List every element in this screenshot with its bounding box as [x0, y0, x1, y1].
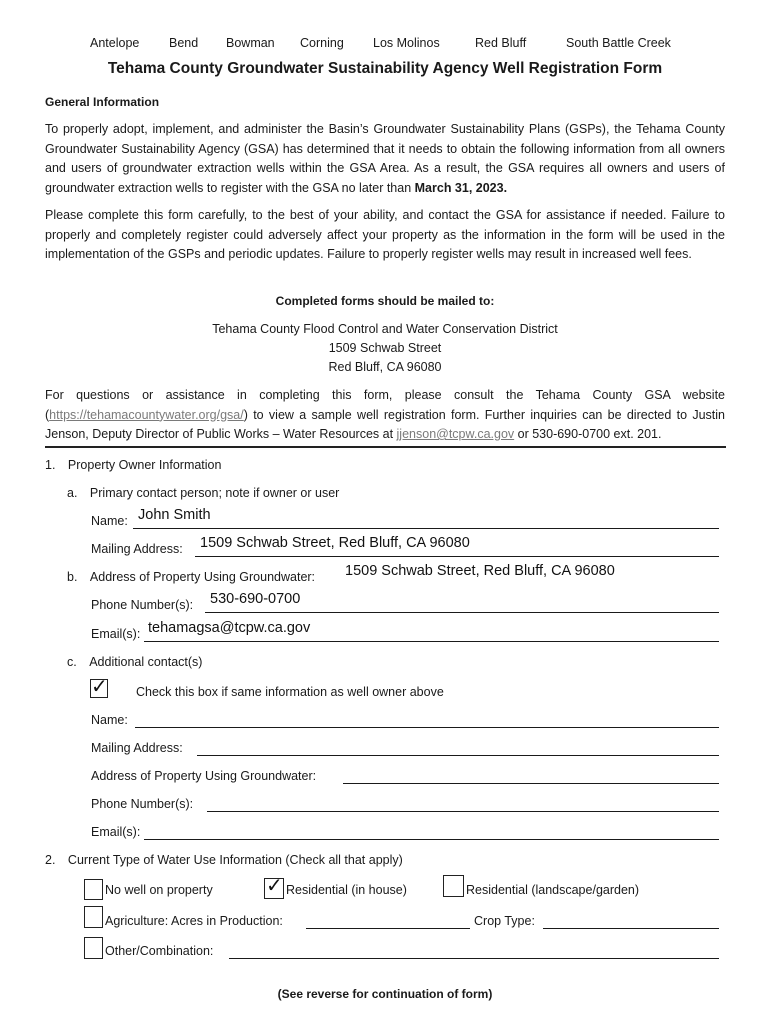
- additional-name-label: Name:: [91, 713, 128, 727]
- town-corning: Corning: [300, 36, 344, 50]
- additional-name-field-line[interactable]: [135, 727, 719, 728]
- additional-email-label: Email(s):: [91, 825, 141, 839]
- form-title: Tehama County Groundwater Sustainability Agency Well Registration Form: [107, 60, 663, 77]
- phone-value[interactable]: 530-690-0700: [210, 591, 301, 607]
- mail-street: 1509 Schwab Street: [328, 341, 442, 355]
- primary-contact-label: a. Primary contact person; note if owner or user: [67, 486, 340, 500]
- property-address-value[interactable]: 1509 Schwab Street, Red Bluff, CA 96080: [345, 563, 615, 579]
- property-address-label: b. Address of Property Using Groundwater:: [67, 570, 316, 584]
- additional-phone-label: Phone Number(s):: [91, 797, 194, 811]
- email-field-line[interactable]: [144, 641, 719, 642]
- town-bowman: Bowman: [226, 36, 275, 50]
- intro-paragraph: [45, 120, 725, 198]
- name-field-line[interactable]: [133, 528, 719, 529]
- contact-paragraph: [45, 386, 725, 445]
- residential-landscape-checkbox[interactable]: [443, 875, 464, 897]
- contact-text-pre: For questions or assistance in completing this form, please consult the Tehama County GSA website (: [45, 388, 725, 422]
- instructions-paragraph: Please complete this form carefully, to the best of your ability, and contact the GSA for assistance if needed. Failure to properly and completely register could adversely affect your property as the information in the form will be used in the implementation of the GSPs and periodic updates. Failure to properly register wells may result in increased well fees.: [45, 208, 725, 261]
- additional-email-field-line[interactable]: [144, 839, 719, 840]
- agriculture-checkbox[interactable]: [84, 906, 103, 928]
- contact-text-mid: ) to view a sample well registration form. Further inquiries can be directed to Justin Jenson, Deputy Director of Public Works – Water Resources at: [45, 407, 725, 441]
- town-los-molinos: Los Molinos: [373, 36, 440, 50]
- mail-organization: Tehama County Flood Control and Water Conservation District: [212, 322, 558, 336]
- name-label: Name:: [91, 514, 128, 528]
- phone-field-line[interactable]: [205, 612, 719, 613]
- town-bend: Bend: [169, 36, 199, 50]
- town-antelope: Antelope: [90, 36, 140, 50]
- other-combination-checkbox[interactable]: [84, 937, 103, 959]
- email-label: Email(s):: [91, 627, 141, 641]
- same-info-checkbox-label: Check this box if same information as well owner above: [136, 685, 444, 699]
- town-list: [0, 36, 770, 52]
- intro-text: To properly adopt, implement, and administer the Basin’s Groundwater Sustainability Plans (GSPs), the Tehama County Groundwater Sustainability Agency (GSA) has determined that it needs to obtain the following information from all owners and users of groundwater extraction wells within the GSA Area. As a result, the GSA requires all owners and users of groundwater extraction wells to register with the GSA no later than: [45, 122, 725, 195]
- section2-heading: 2. Current Type of Water Use Information (Check all that apply): [45, 853, 403, 867]
- mailing-address-label: Mailing Address:: [91, 542, 183, 556]
- mailing-address-field-line[interactable]: [195, 556, 719, 557]
- crop-type-field-line[interactable]: [543, 928, 719, 929]
- additional-phone-field-line[interactable]: [207, 811, 719, 812]
- section-divider: [45, 446, 726, 448]
- section1-heading: 1. Property Owner Information: [45, 458, 222, 472]
- other-combination-label: Other/Combination:: [105, 944, 214, 958]
- other-combination-field-line[interactable]: [229, 958, 719, 959]
- mailing-address-value[interactable]: 1509 Schwab Street, Red Bluff, CA 96080: [200, 535, 470, 551]
- agriculture-label: Agriculture: Acres in Production:: [105, 914, 283, 928]
- crop-type-label: Crop Type:: [474, 914, 535, 928]
- no-well-label: No well on property: [105, 883, 213, 897]
- same-info-check-icon: ✓: [91, 676, 108, 698]
- additional-contacts-label: c. Additional contact(s): [67, 655, 203, 669]
- additional-property-field-line[interactable]: [343, 783, 719, 784]
- additional-mailing-field-line[interactable]: [197, 755, 719, 756]
- email-value[interactable]: tehamagsa@tcpw.ca.gov: [148, 620, 311, 636]
- acres-field-line[interactable]: [306, 928, 470, 929]
- town-red-bluff: Red Bluff: [475, 36, 527, 50]
- name-value[interactable]: John Smith: [138, 507, 211, 523]
- general-information-heading: General Information: [45, 95, 160, 109]
- phone-label: Phone Number(s):: [91, 598, 194, 612]
- town-south-battle-creek: South Battle Creek: [566, 36, 671, 50]
- residential-house-label: Residential (in house): [286, 883, 407, 897]
- additional-mailing-label: Mailing Address:: [91, 741, 183, 755]
- additional-property-label: Address of Property Using Groundwater:: [91, 769, 317, 783]
- gsa-website-link[interactable]: https://tehamacountywater.org/gsa/: [49, 407, 244, 422]
- registration-deadline: March 31, 2023.: [414, 180, 508, 195]
- residential-landscape-label: Residential (landscape/garden): [466, 883, 640, 897]
- contact-text-post: or 530-690-0700 ext. 201.: [514, 427, 662, 441]
- continuation-note: (See reverse for continuation of form): [277, 987, 493, 1001]
- mail-heading: Completed forms should be mailed to:: [275, 294, 495, 308]
- contact-email-link[interactable]: jjenson@tcpw.ca.gov: [396, 427, 515, 441]
- mail-city: Red Bluff, CA 96080: [328, 360, 442, 374]
- no-well-checkbox[interactable]: [84, 879, 103, 900]
- residential-house-check-icon: ✓: [266, 875, 283, 897]
